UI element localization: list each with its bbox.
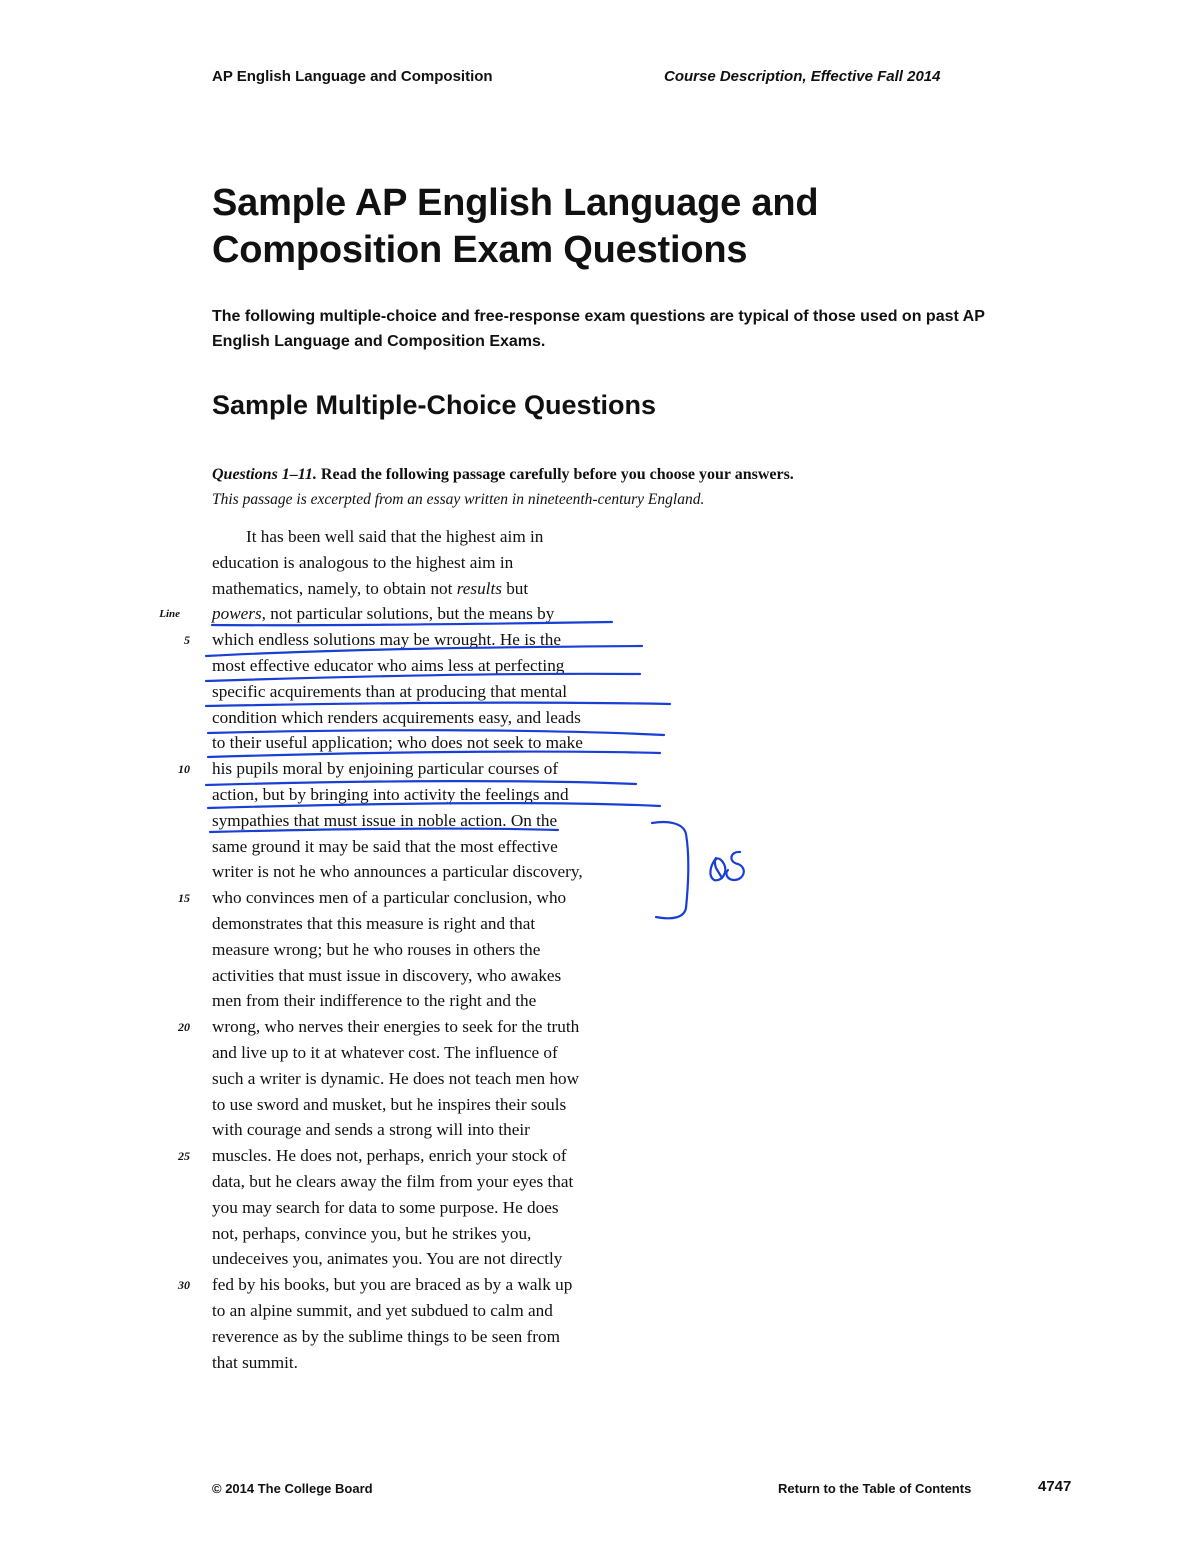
line-number: 25 [178, 1149, 190, 1164]
passage-line: powers, not particular solutions, but the means by [212, 604, 555, 624]
passage-source-note: This passage is excerpted from an essay written in nineteenth-century England. [212, 491, 705, 508]
passage-line: which endless solutions may be wrought. He is the [212, 630, 561, 650]
passage-line: condition which renders acquirements easy, and leads [212, 707, 581, 727]
passage-line: with courage and sends a strong will into their [212, 1120, 530, 1140]
passage-line: men from their indifference to the right and the [212, 991, 537, 1011]
line-number: 5 [184, 633, 190, 648]
passage-line: sympathies that must issue in noble action. On the [212, 810, 558, 830]
margin-note-85 [710, 852, 743, 880]
question-range-label: Questions 1–11. [212, 466, 317, 483]
passage-line: undeceives you, animates you. You are not directly [212, 1249, 563, 1269]
page-number: 4747 [1038, 1478, 1072, 1495]
passage-line: writer is not he who announces a particular discovery, [212, 862, 583, 882]
passage-line: wrong, who nerves their energies to seek for the truth [212, 1017, 580, 1037]
passage-line: demonstrates that this measure is right and that [212, 914, 536, 933]
passage-line: same ground it may be said that the most effective [212, 836, 558, 856]
passage-line: not, perhaps, convince you, but he strikes you, [212, 1223, 532, 1243]
passage-line: to their useful application; who does not seek to make [212, 733, 583, 753]
page-title: Sample AP English Language and Composition Exam Questions [212, 182, 819, 271]
passage-line: muscles. He does not, perhaps, enrich your stock of [212, 1146, 567, 1166]
passage-line: his pupils moral by enjoining particular courses of [212, 759, 559, 779]
passage-line: that summit. [212, 1352, 298, 1372]
passage-line: action, but by bringing into activity the feelings and [212, 785, 569, 804]
passage-line: fed by his books, but you are braced as by a walk up [212, 1275, 573, 1295]
line-number: 30 [178, 1278, 190, 1293]
line-number: 15 [178, 891, 190, 906]
passage-line: such a writer is dynamic. He does not teach men how [212, 1068, 580, 1088]
copyright-footer: © 2014 The College Board [212, 1481, 373, 1496]
passage-line: you may search for data to some purpose. He does [212, 1197, 559, 1217]
running-header-effective-date: Course Description, Effective Fall 2014 [664, 68, 941, 85]
passage-line: education is analogous to the highest aim in [212, 552, 514, 572]
passage-line: It has been well said that the highest aim in [246, 527, 544, 546]
passage-line: most effective educator who aims less at perfecting [212, 656, 565, 675]
line-number: 10 [178, 762, 190, 777]
passage-line: activities that must issue in discovery, who awakes [212, 965, 562, 985]
intro-paragraph: The following multiple-choice and free-response exam questions are typical of those used on past AP English Language and Composition Exams. [212, 308, 985, 350]
bracket-stroke [652, 822, 688, 918]
running-header-course: AP English Language and Composition [212, 68, 493, 85]
passage-line: measure wrong; but he who rouses in others the [212, 939, 541, 959]
passage-line: specific acquirements than at producing that mental [212, 681, 568, 701]
line-label: Line [159, 608, 180, 621]
passage-line: to an alpine summit, and yet subdued to calm and [212, 1301, 553, 1320]
passage-line: reverence as by the sublime things to be seen from [212, 1326, 560, 1346]
table-of-contents-link[interactable]: Return to the Table of Contents [778, 1481, 972, 1496]
passage-line: who convinces men of a particular conclusion, who [212, 888, 567, 908]
passage-line: mathematics, namely, to obtain not results but [212, 578, 529, 598]
question-instructions [212, 466, 794, 484]
section-heading: Sample Multiple-Choice Questions [212, 390, 657, 420]
passage-line: to use sword and musket, but he inspires their souls [212, 1094, 567, 1114]
line-number: 20 [178, 1020, 190, 1035]
passage-line: data, but he clears away the film from your eyes that [212, 1172, 574, 1191]
passage-line: and live up to it at whatever cost. The influence of [212, 1043, 558, 1062]
instructions-text: Read the following passage carefully before you choose your answers. [316, 466, 794, 483]
